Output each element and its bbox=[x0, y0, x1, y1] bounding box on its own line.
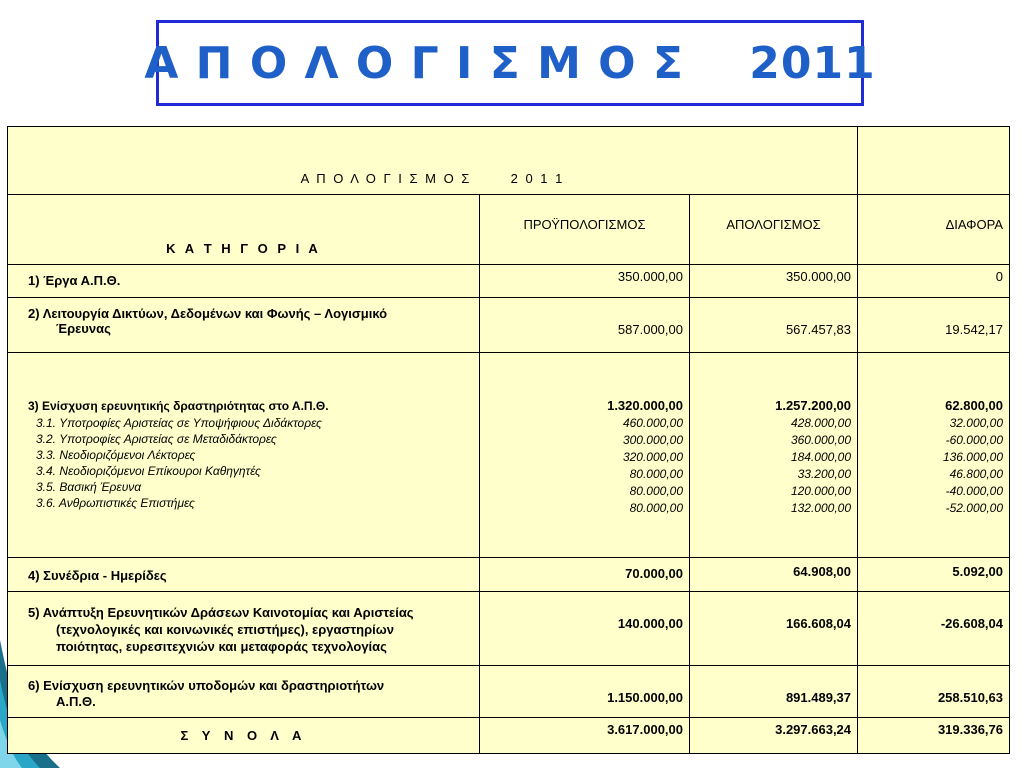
subitem-budget: 300.000,00 bbox=[622, 433, 683, 447]
subitem-actual: 120.000,00 bbox=[790, 484, 852, 498]
row-actual: 350.000,00 bbox=[690, 265, 858, 298]
row-budget: 1.150.000,00 bbox=[480, 666, 690, 718]
row-difference: 19.542,17 bbox=[858, 298, 1010, 353]
row-label-line: 5) Ανάπτυξη Ερευνητικών Δράσεων Καινοτομίας και Αριστείας bbox=[28, 605, 414, 620]
row-actual: 166.608,04 bbox=[690, 592, 858, 666]
row-budget: 140.000,00 bbox=[480, 592, 690, 666]
totals-actual: 3.297.663,24 bbox=[690, 718, 858, 754]
row-budget: 350.000,00 bbox=[480, 265, 690, 298]
subitem-actual: 428.000,00 bbox=[790, 416, 852, 430]
header-category: Κ Α Τ Η Γ Ο Ρ Ι Α bbox=[8, 195, 480, 265]
subitem-budget: 80.000,00 bbox=[629, 501, 683, 515]
subitem-budget: 320.000,00 bbox=[622, 450, 683, 464]
row-label bbox=[8, 353, 480, 558]
row-budget: 70.000,00 bbox=[480, 558, 690, 592]
financial-report-table bbox=[7, 126, 1010, 754]
subitem-difference: 32.000,00 bbox=[949, 416, 1004, 430]
row-label-line: ποιότητας, ευρεσιτεχνιών και μεταφοράς τεχνολογίας bbox=[56, 639, 387, 654]
slide-title: Α Π Ο Λ Ο Γ Ι Σ Μ Ο Σ 2011 bbox=[144, 37, 876, 89]
row-difference bbox=[858, 353, 1010, 558]
row-label bbox=[8, 298, 480, 353]
subitem-difference: 46.800,00 bbox=[949, 467, 1004, 481]
row-actual bbox=[690, 353, 858, 558]
subitem-label: 3.3. Νεοδιοριζόμενοι Λέκτορες bbox=[36, 448, 196, 462]
subitem-difference: 136.000,00 bbox=[942, 450, 1004, 464]
row-budget bbox=[480, 353, 690, 558]
row-label-line: Α.Π.Θ. bbox=[56, 694, 96, 709]
row-label-line: (τεχνολογικές και κοινωνικές επιστήμες), εργαστηρίων bbox=[56, 622, 394, 637]
subitem-label: 3.5. Βασική Έρευνα bbox=[36, 480, 142, 494]
subitem-budget: 460.000,00 bbox=[622, 416, 683, 430]
table-row bbox=[8, 265, 1010, 298]
subitem-difference: -52.000,00 bbox=[945, 501, 1004, 515]
subitem-difference: -60.000,00 bbox=[945, 433, 1004, 447]
row-difference: 5.092,00 bbox=[858, 558, 1010, 592]
subitem-budget: 80.000,00 bbox=[629, 467, 683, 481]
table-title-empty-cell bbox=[858, 127, 1010, 195]
table-row bbox=[8, 298, 1010, 353]
row-difference: -26.608,04 bbox=[858, 592, 1010, 666]
row-label: 1) Έργα Α.Π.Θ. bbox=[8, 265, 480, 298]
subitem-budget: 80.000,00 bbox=[629, 484, 683, 498]
row-difference: 258.510,63 bbox=[858, 666, 1010, 718]
header-row bbox=[8, 195, 1010, 265]
table-row bbox=[8, 353, 1010, 558]
row-label-line: Έρευνας bbox=[56, 321, 111, 336]
row-label: 4) Συνέδρια - Ημερίδες bbox=[8, 558, 480, 592]
table-title: Α Π Ο Λ Ο Γ Ι Σ Μ Ο Σ 2 0 1 1 bbox=[8, 127, 858, 195]
subitem-actual: 132.000,00 bbox=[790, 501, 852, 515]
row-budget: 587.000,00 bbox=[480, 298, 690, 353]
subitem-actual: 360.000,00 bbox=[790, 433, 852, 447]
row-label bbox=[8, 666, 480, 718]
header-actual: ΑΠΟΛΟΓΙΣΜΟΣ bbox=[690, 195, 858, 265]
totals-row bbox=[8, 718, 1010, 754]
header-difference: ΔΙΑΦΟΡΑ bbox=[858, 195, 1010, 265]
subitem-label: 3.4. Νεοδιοριζόμενοι Επίκουροι Καθηγητές bbox=[36, 464, 261, 478]
totals-label: Σ Υ Ν Ο Λ Α bbox=[8, 718, 480, 754]
row-actual-main: 1.257.200,00 bbox=[775, 398, 852, 413]
subitem-difference: -40.000,00 bbox=[945, 484, 1004, 498]
row-actual: 891.489,37 bbox=[690, 666, 858, 718]
subitem-label: 3.6. Ανθρωπιστικές Επιστήμες bbox=[36, 496, 195, 510]
table-title-row bbox=[8, 127, 1010, 195]
subitem-label: 3.1. Υποτροφίες Αριστείας σε Υποψήφιους Διδάκτορες bbox=[36, 416, 322, 430]
header-budget: ΠΡΟΫΠΟΛΟΓΙΣΜΟΣ bbox=[480, 195, 690, 265]
row-difference-main: 62.800,00 bbox=[945, 398, 1004, 413]
row-label-line: 2) Λειτουργία Δικτύων, Δεδομένων και Φωνής – Λογισμικό bbox=[28, 306, 388, 321]
table-row bbox=[8, 592, 1010, 666]
slide-title-box bbox=[144, 20, 876, 106]
totals-difference: 319.336,76 bbox=[858, 718, 1010, 754]
subitem-actual: 33.200,00 bbox=[797, 467, 852, 481]
subitem-actual: 184.000,00 bbox=[790, 450, 852, 464]
table-row bbox=[8, 666, 1010, 718]
row-actual: 64.908,00 bbox=[690, 558, 858, 592]
subitem-label: 3.2. Υποτροφίες Αριστείας σε Μεταδιδάκτορες bbox=[36, 432, 277, 446]
totals-budget: 3.617.000,00 bbox=[480, 718, 690, 754]
table-row bbox=[8, 558, 1010, 592]
row-label-line: 6) Ενίσχυση ερευνητικών υποδομών και δραστηριοτήτων bbox=[28, 678, 385, 693]
row-difference: 0 bbox=[858, 265, 1010, 298]
row-label-main: 3) Ενίσχυση ερευνητικής δραστηριότητας στο Α.Π.Θ. bbox=[28, 399, 329, 413]
row-budget-main: 1.320.000,00 bbox=[607, 398, 683, 413]
row-label bbox=[8, 592, 480, 666]
row-actual: 567.457,83 bbox=[690, 298, 858, 353]
